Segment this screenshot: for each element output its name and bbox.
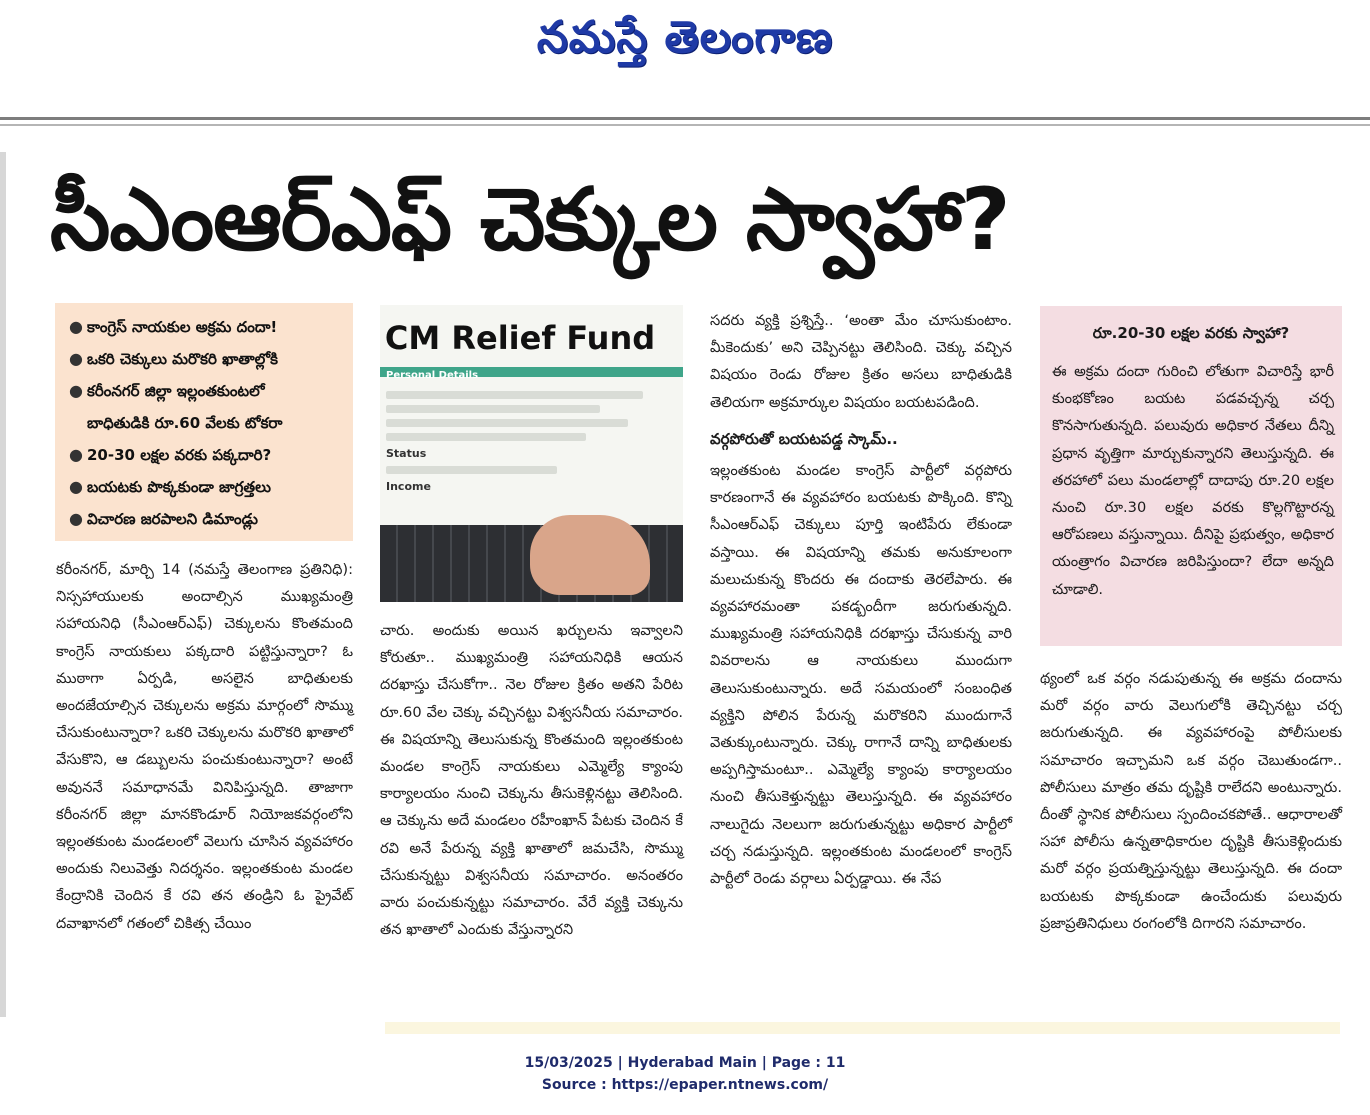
highlight-continuation: బాధితుడికి రూ.60 వేలకు టోకరా	[87, 414, 283, 432]
column-text: సదరు వ్యక్తి ప్రశ్నిస్తే.. ‘అంతా మేం చూసుకుంటాం. మీకెందుకు’ అని చెప్పినట్టు తెలిసింది. చెక్కు వచ్చిన విషయం రెండు రోజుల క్రితం అసలు బాధితుడికి తెలియగా అక్రమార్కుల విషయం బయటపడింది.	[710, 312, 1012, 411]
sidebar-heading: రూ.20-30 లక్షల వరకు స్వాహా?	[1092, 324, 1290, 342]
bullet-icon: ●	[69, 349, 83, 368]
highlights-box	[55, 303, 353, 541]
sidebar-text: ఈ అక్రమ దందా గురించి లోతుగా విచారిస్తే భారీ కుంభకోణం బయట పడవచ్చన్న చర్చ కొనసాగుతున్నది. పలువురు అధికార నేతలు దీన్ని ప్రధాన వృత్తిగా మార్చుకున్నారని తెలుస్తున్నది. ఈ తరహాలో పలు మండలాల్లో దాదాపు రూ.20 లక్షల నుంచి రూ.30 లక్షల వరకు కొల్లగొట్టారన్న ఆరోపణలు వస్తున్నాయి. దీనిపై ప్రభుత్వం, అధికార యంత్రాగం విచారణ జరిపిస్తుందా? లేదా అన్నది చూడాలి.	[1052, 363, 1334, 598]
highlight-item: ● విచారణ జరపాలని డిమాండ్లు	[65, 503, 347, 535]
source-link[interactable]: Source : https://epaper.ntnews.com/	[541, 1077, 829, 1093]
bullet-icon: ●	[69, 381, 83, 400]
highlight-item: ● బయటకు పొక్కకుండా జాగ్రత్తలు	[65, 471, 347, 503]
form-section-label: Personal Details	[386, 370, 479, 381]
form-row	[386, 433, 586, 441]
column-text: చారు. అందుకు అయిన ఖర్చులను ఇవ్వాలని కోరుతూ.. ముఖ్యమంత్రి సహాయనిధికి ఆయన దరఖాస్తు చేసుకోగా.. నెల రోజుల క్రితం అతని పేరిట రూ.60 వేల చెక్కు వచ్చినట్టు విశ్వసనీయ సమాచారం. ఈ విషయాన్ని తెలుసుకున్న కొంతమంది ఇల్లంతకుంట మండల కాంగ్రెస్‌ నాయకులు ఎమ్మెల్యే క్యాంపు కార్యాలయం నుంచి చెక్కును తీసుకెళ్లినట్టు తెలిసింది. ఆ చెక్కును అదే మండలం రహీంఖాన్‌ పేటకు చెందిన కే రవి అనే పేరున్న వ్యక్తి ఖాతాలో జమచేసి, సొమ్ము చేసుకున్నట్టు విశ్వసనీయ సమాచారం. అనంతరం వారు పంచుకున్నట్టు సమాచారం. వేరే వ్యక్తి చెక్కును తన ఖాతాలో ఎందుకు వేస్తున్నారని	[380, 622, 683, 939]
article-column-4	[1040, 665, 1342, 937]
column-text: థ్యంలో ఒక వర్గం నడుపుతున్న ఈ అక్రమ దందాను మరో వర్గం వారు వెలుగులోకి తెచ్చినట్టు చర్చ జరుగుతున్నది. ఈ వ్యవహారంపై పోలీసులకు సమాచారం ఇచ్చామని ఒక వర్గం చెబుతుండగా.. పోలీసులు మాత్రం తమ దృష్టికి రాలేదని అంటున్నారు. దీంతో స్థానిక పోలీసులు స్పందించకపోతే.. ఆధారాలతో సహా పోలీసు ఉన్నతాధికారుల దృష్టికి తీసుకెళ్లిందుకు మరో వర్గం ప్రయత్నిస్తున్నట్టు తెలుస్తున్నది. ఈ దందా బయటకు పొక్కకుండా ఉంచేందుకు పలువురు ప్రజాప్రతినిధులు రంగంలోకి దిగారని సమాచారం.	[1040, 670, 1342, 932]
article-column-3	[710, 307, 1012, 892]
page-footer	[0, 1052, 1370, 1096]
highlight-item: ● కాంగ్రెస్‌ నాయకుల అక్రమ దందా!	[65, 311, 347, 343]
form-status-label: Status	[386, 447, 427, 460]
bottom-band	[385, 1022, 1340, 1034]
form-row	[386, 405, 600, 413]
masthead	[0, 0, 1370, 120]
form-row	[386, 419, 628, 427]
highlight-item: ● ఒకరి చెక్కులు మరొకరి ఖాతాల్లోకి	[65, 343, 347, 375]
column-text: ఇల్లంతకుంట మండల కాంగ్రెస్‌ పార్టీలో వర్గపోరు కారణంగానే ఈ వ్యవహారం బయటకు పొక్కింది. కొన్ని సీఎంఆర్‌ఎఫ్‌ చెక్కులు పూర్తి ఇంటిపేరు లేకుండా వస్తాయి. ఈ విషయాన్ని తమకు అనుకూలంగా మలుచుకున్న కొందరు ఈ దందాకు తెరలేపారు. ఈ వ్యవహారమంతా పకడ్బందీగా జరుగుతున్నది. ముఖ్యమంత్రి సహాయనిధికి దరఖాస్తు చేసుకున్న వారి వివరాలను ఆ నాయకులు ముందుగా తెలుసుకుంటున్నారు. అదే సమయంలో సంబంధిత వ్యక్తిని పోలిన పేరున్న మరొకరిని ముందుగానే వెతుక్కుంటున్నారు. చెక్కు రాగానే దాన్ని బాధితులకు అప్పగిస్తామంటూ.. ఎమ్మెల్యే క్యాంపు కార్యాలయం నుంచి తీసుకెళ్తున్నట్టు తెలుస్తున్నది. ఈ వ్యవహారం నాలుగైదు నెలలుగా జరుగుతున్నట్టు అధికార పార్టీలో చర్చ నడుస్తున్నది. ఇల్లంతకుంట మండలంలో కాంగ్రెస్‌ పార్టీలో రెండు వర్గాలు ఏర్పడ్డాయి. ఈ నేప	[710, 462, 1012, 888]
form-row	[386, 466, 557, 474]
form-row	[386, 391, 643, 399]
hand-illustration	[530, 515, 650, 595]
photo-title: CM Relief Fund	[384, 319, 656, 357]
sidebar-box	[1040, 306, 1342, 646]
masthead-rule-thin	[0, 124, 1370, 126]
bullet-icon: ●	[69, 477, 83, 496]
form-income-label: Income	[386, 480, 431, 493]
article-headline: సీఎంఆర్‌ఎఫ్‌ చెక్కుల స్వాహా?	[50, 170, 1010, 270]
bullet-icon: ●	[69, 445, 83, 464]
bullet-icon: ●	[69, 509, 83, 528]
article-column-2	[380, 617, 683, 943]
highlight-item: ● కరీంనగర్‌ జిల్లా ఇల్లంతకుంటలో బాధితుడికి రూ.60 వేలకు టోకరా	[65, 375, 347, 439]
newspaper-logo: నమస్తే తెలంగాణ	[536, 12, 834, 63]
page-gutter	[0, 152, 6, 1017]
column-text: కరీంనగర్‌, మార్చి 14 (నమస్తే తెలంగాణ ప్రతినిధి): నిస్సహాయులకు అందాల్సిన ముఖ్యమంత్రి సహాయనిధి (సీఎంఆర్‌ఎఫ్‌) చెక్కులను కొంతమంది కాంగ్రెస్‌ నాయకులు పక్కదారి పట్టిస్తున్నారా? ఓ ముఠాగా ఏర్పడి, అసలైన బాధితులకు అందజేయాల్సిన చెక్కులను అక్రమ మార్గంలో సొమ్ము చేసుకుంటున్నారా? ఒకరి చెక్కులను మరొకరి ఖాతాలో వేసుకొని, ఆ డబ్బులను పంచుకుంటున్నారా? అంటే అవుననే సమాధానమే వినిపిస్తున్నది. తాజాగా కరీంనగర్‌ జిల్లా మానకొండూర్‌ నియోజకవర్గంలోని ఇల్లంతకుంట మండలంలో వెలుగు చూసిన వ్యవహారం అందుకు నిలువెత్తు నిదర్శనం. ఇల్లంతకుంట మండల కేంద్రానికి చెందిన కే రవి తన తండ్రిని ఓ ప్రైవేట్‌ దవాఖానలో గతంలో చికిత్స చేయిం	[56, 561, 353, 932]
bullet-icon: ●	[69, 317, 83, 336]
section-subheading: వర్గపోరుతో బయటపడ్డ స్కామ్‌..	[710, 429, 898, 448]
highlight-item: ● 20-30 లక్షల వరకు పక్కదారి?	[65, 439, 347, 471]
form-illustration	[386, 370, 671, 515]
masthead-rule	[0, 117, 1370, 120]
article-photo	[380, 305, 683, 602]
article-column-1	[56, 556, 353, 937]
edition-info: 15/03/2025 | Hyderabad Main | Page : 11	[524, 1055, 846, 1071]
